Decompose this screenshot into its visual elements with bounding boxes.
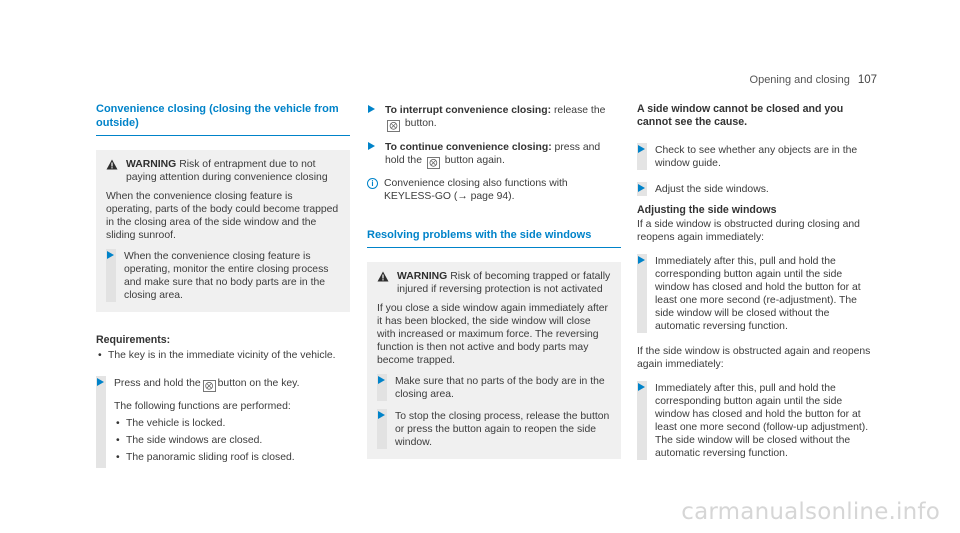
arrow-right-icon <box>97 378 104 386</box>
step-continue: To continue convenience closing: press and hold the ⨂ button again. <box>367 140 621 169</box>
warning-box-reversing <box>367 262 621 459</box>
lock-button-icon: ⨂ <box>427 157 440 169</box>
function-item: • The panoramic sliding roof is closed. <box>114 451 350 464</box>
arrow-right-icon <box>638 383 645 391</box>
watermark: carmanualsonline.info <box>681 499 940 526</box>
functions-list <box>114 417 350 464</box>
step-adjust-windows: Adjust the side windows. <box>637 182 877 196</box>
warning-step-1: Make sure that no parts of the body are in the closing area. <box>377 374 611 401</box>
warning-headline: Risk of entrapment due to not paying attention during convenience closing <box>126 158 328 183</box>
functions-intro: The following functions are performed: <box>114 400 291 412</box>
note-keyless-go: i Convenience closing also functions with KEYLESS-GO (→ page 94). <box>367 177 621 203</box>
function-item: • The vehicle is locked. <box>114 417 350 430</box>
para-obstructed-again: If the side window is obstructed again and reopens again immediately: <box>637 345 871 370</box>
step-followup-adjustment: Immediately after this, pull and hold the corresponding button again until the side window has closed and hold the button for at least one more second (follow-up adjustment). The side window will be closed without the automatic reversing function. <box>637 381 877 460</box>
arrow-right-icon <box>378 376 385 384</box>
requirement-item: • The key is in the immediate vicinity of the vehicle. <box>96 349 350 362</box>
section-title-side-windows: Resolving problems with the side windows <box>367 229 621 248</box>
warning-headline: Risk of becoming trapped or fatally injured if reversing protection is not activated <box>397 270 611 295</box>
warning-body: When the convenience closing feature is operating, parts of the body could become trapped in the closing area of the side window and the sliding sunroof. <box>106 190 339 241</box>
arrow-right-icon <box>638 145 645 153</box>
warning-body: If you close a side window again immediately after it has been blocked, the side window will close with increased or maximum force. The reversing function is then not active and body parts may become trapped. <box>377 302 609 366</box>
header-section: Opening and closing <box>749 74 850 86</box>
arrow-right-icon <box>378 411 385 419</box>
warning-box-entrapment <box>96 150 350 312</box>
section-title-convenience-closing: Convenience closing (closing the vehicle from outside) <box>96 103 350 136</box>
warning-triangle-icon <box>106 159 118 170</box>
subhead-cannot-close: A side window cannot be closed and you cannot see the cause. <box>637 103 844 129</box>
requirements-label: Requirements: <box>96 333 171 346</box>
page-header <box>750 73 877 88</box>
arrow-right-icon <box>368 142 375 150</box>
warning-label: WARNING <box>397 270 448 282</box>
function-item: • The side windows are closed. <box>114 434 350 447</box>
para-obstructed: If a side window is obstructed during closing and reopens again immediately: <box>637 218 860 243</box>
warning-step: When the convenience closing feature is operating, monitor the entire closing process and make sure that no body parts are in the closing area. <box>106 249 340 302</box>
step-press-hold: Press and hold the ⨂ button on the key. The following functions are performed: • The vehicle is locked. • The side windows are closed. • The panoramic sliding roof is closed. <box>96 376 350 468</box>
lock-button-icon: ⨂ <box>387 120 400 132</box>
column-1 <box>96 103 350 468</box>
arrow-right-icon <box>107 251 114 259</box>
info-icon: i <box>367 178 378 189</box>
step-interrupt: To interrupt convenience closing: release the ⨂ button. <box>367 103 621 132</box>
arrow-right-icon <box>368 105 375 113</box>
arrow-right-icon <box>638 184 645 192</box>
warning-label: WARNING <box>126 158 177 170</box>
column-3 <box>637 103 877 460</box>
warning-step-2: To stop the closing process, release the button or press the button again to reopen the side window. <box>377 409 611 449</box>
subhead-adjusting: Adjusting the side windows <box>637 204 777 217</box>
step-readjustment: Immediately after this, pull and hold the corresponding button again until the side window has closed and hold the button for at least one more second (re-adjustment). The side window will be closed without the automatic reversing function. <box>637 254 877 333</box>
step-check-objects: Check to see whether any objects are in the window guide. <box>637 143 877 170</box>
page-number: 107 <box>857 74 877 86</box>
column-2 <box>367 103 621 459</box>
arrow-right-icon <box>638 256 645 264</box>
lock-button-icon: ⨂ <box>203 380 216 392</box>
warning-triangle-icon <box>377 271 389 282</box>
